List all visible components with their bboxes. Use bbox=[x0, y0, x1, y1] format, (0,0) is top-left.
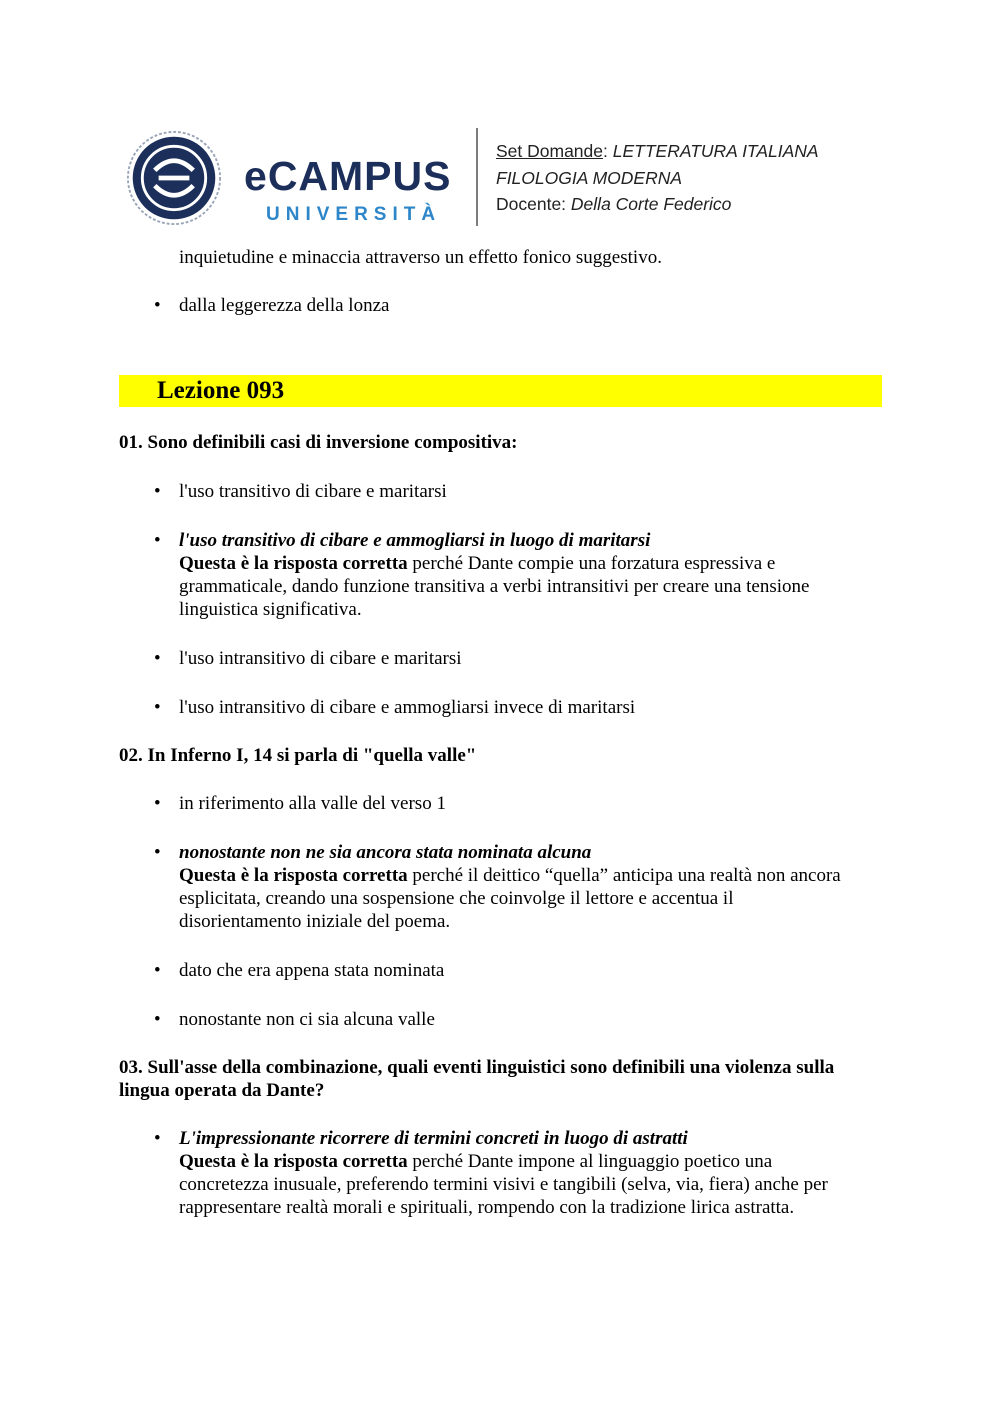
lesson-heading bbox=[119, 375, 882, 407]
answer-option-correct bbox=[179, 529, 884, 621]
teacher-label: Docente: bbox=[496, 194, 567, 214]
explanation-line: disorientamento iniziale del poema. bbox=[179, 911, 451, 932]
answer-option: nonostante non ci sia alcuna valle bbox=[179, 1009, 435, 1030]
explanation-line: linguistica significativa. bbox=[179, 599, 362, 620]
brand-name: eCAMPUS bbox=[244, 153, 452, 199]
header-divider bbox=[476, 128, 478, 226]
carry-over-option: dalla leggerezza della lonza bbox=[179, 295, 390, 316]
page-header bbox=[126, 126, 886, 230]
brand-subtitle: UNIVERSITÀ bbox=[266, 204, 442, 225]
set-label: Set Domande bbox=[496, 141, 604, 161]
question-title: 01. Sono definibili casi di inversione compositiva: bbox=[119, 432, 518, 453]
correct-answer-text: L'impressionante ricorrere di termini concreti in luogo di astratti bbox=[179, 1128, 688, 1149]
answer-explanation: Questa è la risposta corretta perché il deittico “quella” anticipa una realtà non ancora bbox=[179, 865, 841, 886]
answer-option: l'uso intransitivo di cibare e ammogliarsi invece di maritarsi bbox=[179, 697, 636, 718]
explanation-line: concretezza inusuale, preferendo termini visivi e tangibili (selva, via, fiera) anche per bbox=[179, 1174, 828, 1195]
answer-option: in riferimento alla valle del verso 1 bbox=[179, 793, 446, 814]
bullet-icon: • bbox=[154, 1128, 161, 1149]
course-name: FILOLOGIA MODERNA bbox=[496, 167, 683, 188]
bullet-icon: • bbox=[154, 295, 161, 316]
bullet-icon: • bbox=[154, 530, 161, 551]
explanation-lead: Questa è la risposta corretta bbox=[179, 865, 408, 886]
answer-option: l'uso transitivo di cibare e maritarsi bbox=[179, 481, 447, 502]
bullet-icon: • bbox=[154, 481, 161, 502]
bullet-icon: • bbox=[154, 842, 161, 863]
explanation-line: grammaticale, dando funzione transitiva a verbi intransitivi per creare una tensione bbox=[179, 576, 810, 597]
answer-explanation: Questa è la risposta corretta perché Dante impone al linguaggio poetico una bbox=[179, 1151, 773, 1172]
lesson-title: Lezione 093 bbox=[157, 377, 285, 404]
bullet-icon: • bbox=[154, 648, 161, 669]
question-title: 02. In Inferno I, 14 si parla di "quella valle" bbox=[119, 745, 477, 766]
bullet-icon: • bbox=[154, 697, 161, 718]
question-title-line: lingua operata da Dante? bbox=[119, 1080, 325, 1101]
question-title-line: 03. Sull'asse della combinazione, quali eventi linguistici sono definibili una violenza sulla bbox=[119, 1057, 835, 1078]
answer-option: dato che era appena stata nominata bbox=[179, 960, 445, 981]
answer-option-correct bbox=[179, 1127, 884, 1219]
correct-answer-text: l'uso transitivo di cibare e ammogliarsi in luogo di maritarsi bbox=[179, 530, 651, 551]
set-value: LETTERATURA ITALIANA bbox=[612, 141, 819, 161]
carry-over-text: inquietudine e minaccia attraverso un effetto fonico suggestivo. bbox=[179, 247, 662, 268]
explanation-lead: Questa è la risposta corretta bbox=[179, 553, 408, 574]
answer-option: l'uso intransitivo di cibare e maritarsi bbox=[179, 648, 462, 669]
explanation-line: esplicitata, creando una sospensione che coinvolge il lettore e accentua il bbox=[179, 888, 734, 909]
bullet-icon: • bbox=[154, 1009, 161, 1030]
bullet-icon: • bbox=[154, 960, 161, 981]
teacher-name: Della Corte Federico bbox=[570, 194, 732, 214]
correct-answer-text: nonostante non ne sia ancora stata nominata alcuna bbox=[179, 842, 592, 863]
answer-explanation: Questa è la risposta corretta perché Dante compie una forzatura espressiva e bbox=[179, 553, 776, 574]
explanation-lead: Questa è la risposta corretta bbox=[179, 1151, 408, 1172]
answer-option-correct bbox=[179, 841, 884, 933]
header-meta: Set Domande: LETTERATURA ITALIANA FILOLOGIA MODERNA Docente: Della Corte Federico bbox=[496, 141, 819, 214]
question-title bbox=[119, 1056, 889, 1102]
explanation-line: rappresentare realtà morali e spirituali, rompendo con la tradizione lirica astratta. bbox=[179, 1197, 795, 1218]
ecampus-seal-logo bbox=[126, 130, 222, 226]
bullet-icon: • bbox=[154, 793, 161, 814]
